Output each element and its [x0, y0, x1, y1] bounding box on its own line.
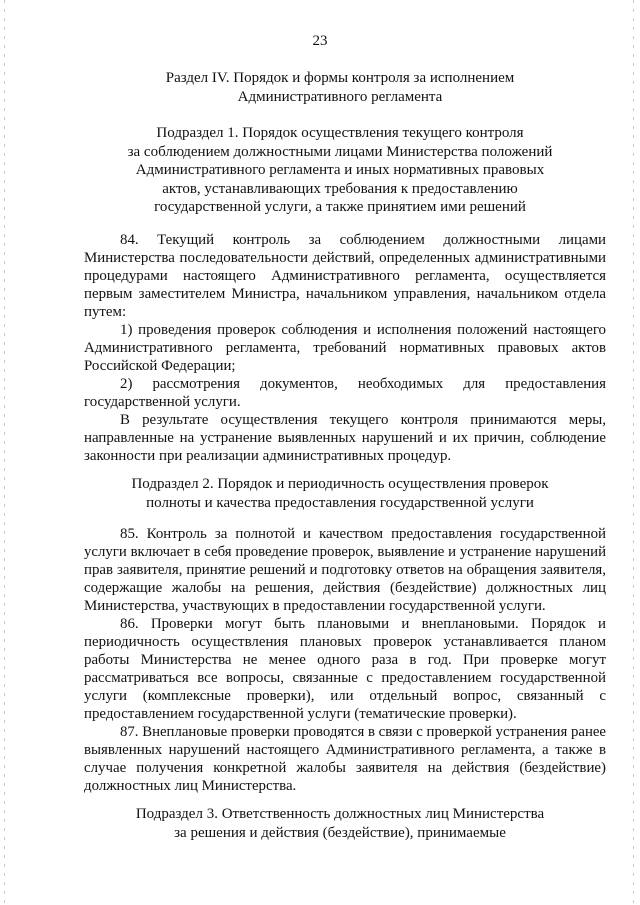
text-line: Административного регламента, требований нормативных правовых актов [84, 340, 606, 356]
paragraphs-85-87-block [84, 525, 606, 795]
text-line: 86. Проверки могут быть плановыми и внеплановыми. Порядок и [120, 616, 606, 632]
text-line: предоставлением государственной услуги (тематические проверки). [84, 706, 517, 722]
heading-line: за соблюдением должностными лицами Министерства положений [127, 143, 553, 160]
text-line: 1) проведения проверок соблюдения и исполнения положений настоящего [120, 322, 606, 338]
heading-line: актов, устанавливающих требования к предоставлению [162, 180, 518, 197]
page-number: 23 [312, 33, 328, 49]
text-line: 85. Контроль за полнотой и качеством предоставления государственной [120, 526, 606, 542]
text-line: Министерства последовательности действий, определенных административными [84, 250, 606, 266]
text-line: прав заявителя, принятие решений и подготовку ответов на обращения заявителя, [84, 562, 606, 578]
heading-line: Подраздел 3. Ответственность должностных лиц Министерства [135, 806, 545, 822]
text-line: законности при реализации административных процедур. [84, 448, 452, 464]
text-line: путем: [84, 304, 127, 320]
heading-line: Административного регламента [237, 88, 443, 105]
heading-line: Административного регламента и иных нормативных правовых [135, 162, 545, 178]
text-line: рассматриваться все вопросы, связанные с предоставлением государственной [84, 670, 606, 686]
heading-line: Раздел IV. Порядок и формы контроля за исполнением [165, 70, 515, 86]
subsection-1-heading [60, 124, 620, 217]
text-line: государственной услуги. [84, 394, 241, 410]
heading-line: государственной услуги, а также принятием ими решений [154, 199, 526, 215]
right-scan-edge [633, 0, 634, 905]
text-line: 84. Текущий контроль за соблюдением должностными лицами [120, 232, 606, 248]
text-line: выявленных нарушений настоящего Административного регламента, а также в [84, 742, 606, 758]
heading-line: Подраздел 1. Порядок осуществления текущего контроля [156, 125, 524, 141]
text-line: 87. Внеплановые проверки проводятся в связи с проверкой устранения ранее [120, 724, 606, 740]
text-line: услуги (комплексные проверки), или отдельный вопрос, связанный с [84, 688, 606, 704]
text-line: содержащие жалобы на решения, действия (бездействие) должностных лиц [84, 580, 606, 596]
section-heading [60, 69, 620, 106]
text-line: должностных лиц Министерства. [84, 778, 297, 794]
text-line: В результате осуществления текущего контроля принимаются меры, [120, 412, 606, 428]
heading-line: Подраздел 2. Порядок и периодичность осуществления проверок [131, 476, 549, 492]
subsection-2-heading [60, 475, 620, 512]
text-line: 2) рассмотрения документов, необходимых для предоставления [120, 376, 606, 392]
text-line: услуги включает в себя проведение проверок, выявление и устранение нарушений [84, 544, 606, 560]
text-line: случае получения конкретной жалобы заявителя на действия (бездействие) [84, 760, 606, 776]
text-line: процедурами настоящего Административного регламента, осуществляется [84, 268, 606, 284]
text-line: первым заместителем Министра, начальником управления, начальником отдела [84, 286, 606, 302]
text-line: Российской Федерации; [84, 358, 236, 374]
text-line: работы Министерства не менее одного раза в год. При проверке могут [84, 652, 606, 668]
left-scan-edge [4, 0, 5, 905]
paragraph-84-block [84, 231, 606, 465]
heading-line: полноты и качества предоставления государственной услуги [146, 494, 534, 511]
heading-line: за решения и действия (бездействие), принимаемые [174, 824, 506, 841]
text-line: Министерства, участвующих в предоставлении государственной услуги. [84, 598, 546, 614]
subsection-3-heading [60, 805, 620, 842]
text-line: периодичность осуществления плановых проверок устанавливается планом [84, 634, 606, 650]
text-line: направленные на устранение выявленных нарушений и их причин, соблюдение [84, 430, 606, 446]
